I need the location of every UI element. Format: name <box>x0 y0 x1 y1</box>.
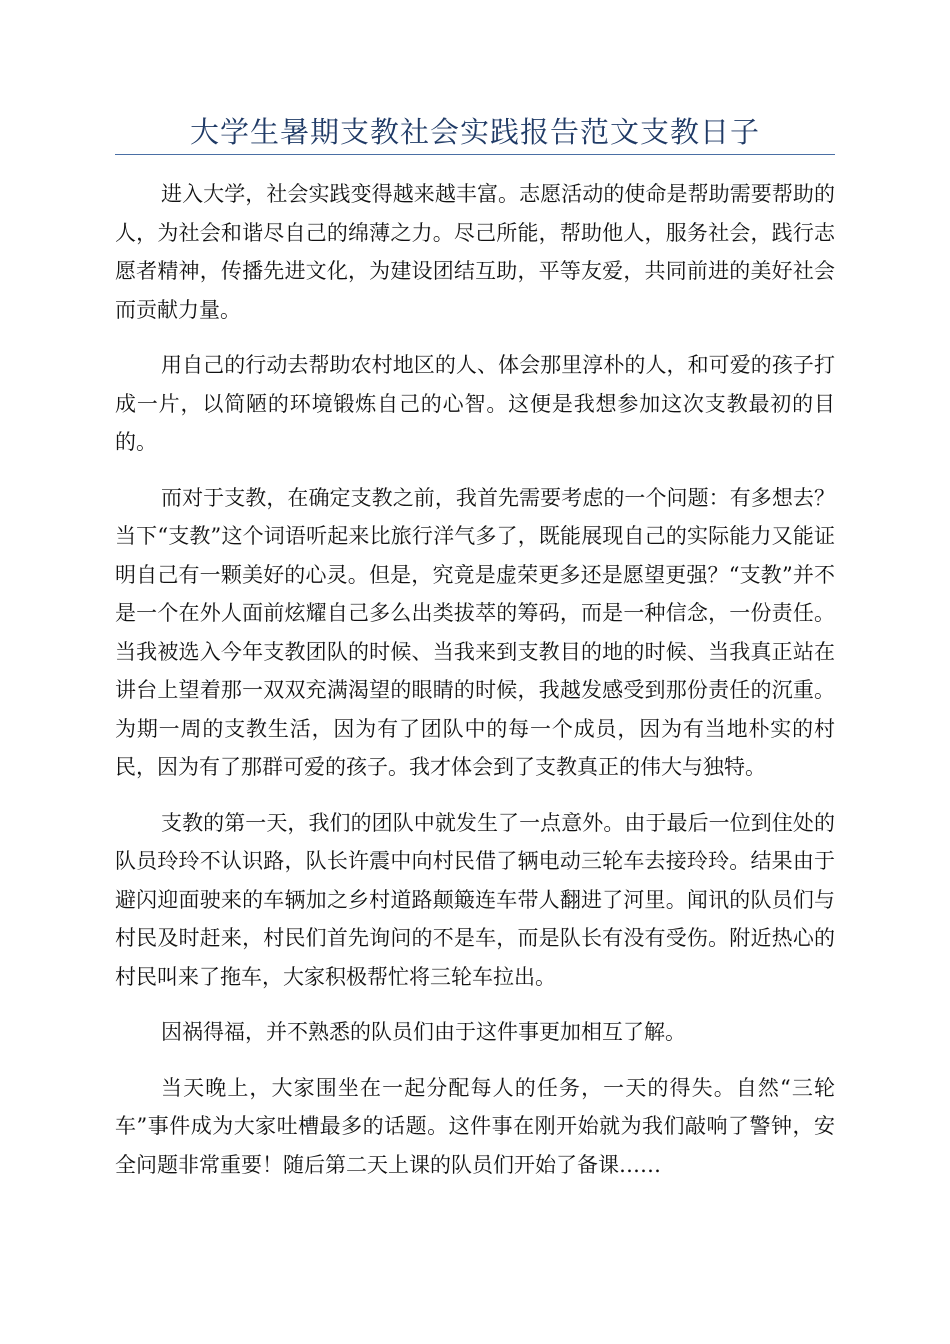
paragraph-5: 因祸得福，并不熟悉的队员们由于这件事更加相互了解。 <box>161 1020 686 1044</box>
paragraph-1: 进入大学，社会实践变得越来越丰富。志愿活动的使命是帮助需要帮助的人，为社会和谐尽自己的绵薄之力。尽己所能，帮助他人，服务社会，践行志愿者精神，传播先进文化，为建设团结互助，平等友爱，共同前进的美好社会而贡献力量。 <box>115 182 835 322</box>
document-body <box>115 175 835 1201</box>
paragraph-4: 支教的第一天，我们的团队中就发生了一点意外。由于最后一位到住处的队员玲玲不认识路，队长许震中向村民借了辆电动三轮车去接玲玲。结果由于避闪迎面驶来的车辆加之乡村道路颠簸连车带人翻进了河里。闻讯的队员们与村民及时赶来，村民们首先询问的不是车，而是队长有没有受伤。附近热心的村民叫来了拖车，大家积极帮忙将三轮车拉出。 <box>115 810 835 989</box>
document-title: 大学生暑期支教社会实践报告范文支教日子 <box>189 115 760 149</box>
paragraph-3: 而对于支教，在确定支教之前，我首先需要考虑的一个问题：有多想去？当下“支教”这个词语听起来比旅行洋气多了，既能展现自己的实际能力又能证明自己有一颗美好的心灵。但是，究竟是虚荣更多还是愿望更强？“支教”并不是一个在外人面前炫耀自己多么出类拔萃的筹码，而是一种信念，一份责任。当我被选入今年支教团队的时候、当我来到支教目的地的时候、当我真正站在讲台上望着那一双双充满渴望的眼睛的时候，我越发感受到那份责任的沉重。为期一周的支教生活，因为有了团队中的每一个成员，因为有当地朴实的村民，因为有了那群可爱的孩子。我才体会到了支教真正的伟大与独特。 <box>115 485 835 779</box>
title-underline <box>115 154 835 155</box>
paragraph-2: 用自己的行动去帮助农村地区的人、体会那里淳朴的人，和可爱的孩子打成一片，以简陋的环境锻炼自己的心智。这便是我想参加这次支教最初的目的。 <box>115 353 835 454</box>
paragraph-6: 当天晚上，大家围坐在一起分配每人的任务，一天的得失。自然“三轮车”事件成为大家吐槽最多的话题。这件事在刚开始就为我们敲响了警钟，安全问题非常重要！随后第二天上课的队员们开始了备课…… <box>115 1075 835 1177</box>
